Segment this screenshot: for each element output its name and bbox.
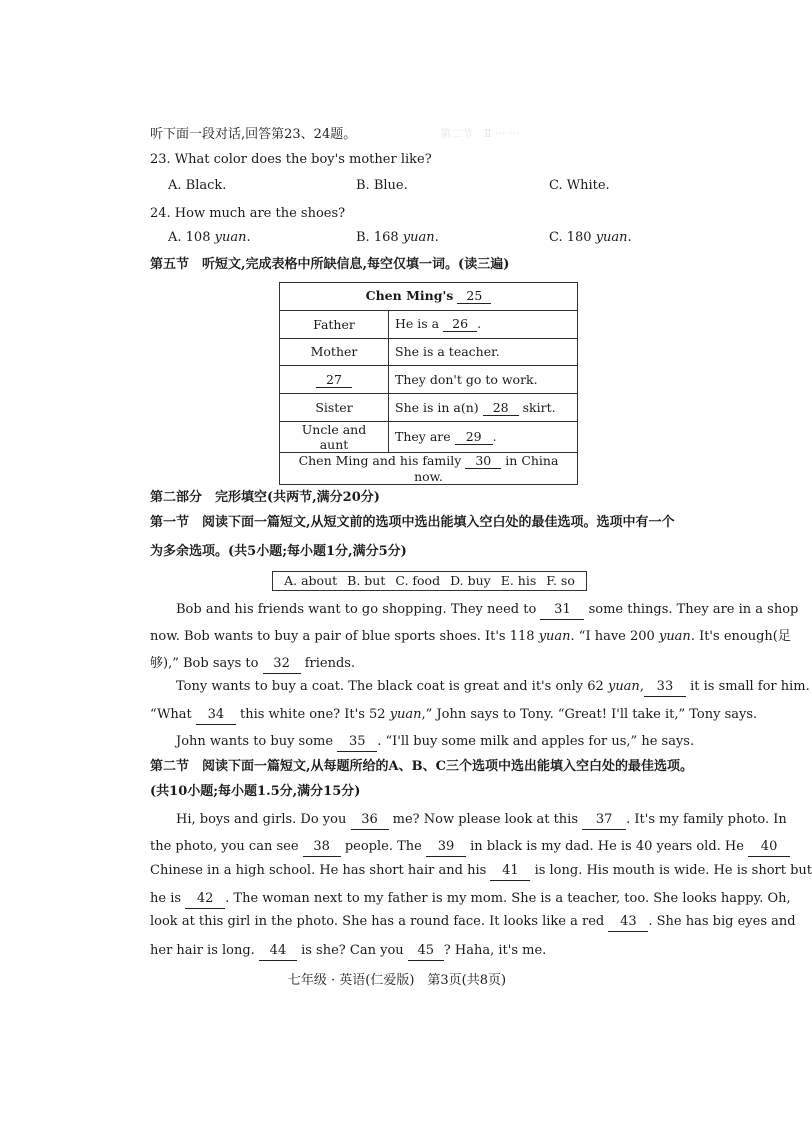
q24-b-unit: yuan bbox=[402, 230, 435, 245]
table-row bbox=[280, 338, 578, 366]
word-option: E. his bbox=[500, 573, 537, 588]
text: people. The bbox=[344, 839, 422, 854]
text: her hair is long. bbox=[150, 943, 255, 958]
q24-c-number: C. 180 bbox=[549, 230, 592, 245]
cell-text: She is in a(n) bbox=[395, 399, 479, 415]
blank-29: 29 bbox=[455, 429, 493, 445]
text: . “I have 200 bbox=[570, 629, 655, 644]
table-last-row bbox=[280, 452, 578, 484]
text: . It's my family photo. In bbox=[626, 812, 787, 827]
cell-text: They are bbox=[395, 428, 451, 444]
text: Hi, boys and girls. Do you bbox=[176, 812, 347, 827]
passage-2-line-2 bbox=[150, 706, 757, 725]
blank-28: 28 bbox=[483, 400, 519, 416]
q23-option-a: A. Black. bbox=[168, 178, 227, 193]
passage-1-line-3 bbox=[150, 655, 355, 674]
word-option: C. food bbox=[395, 573, 441, 588]
word-option: A. about bbox=[284, 573, 338, 588]
text: yuan bbox=[389, 707, 422, 722]
text: , bbox=[639, 679, 644, 694]
text: . She has big eyes and bbox=[648, 914, 796, 929]
table-cell-label bbox=[280, 366, 389, 394]
passage-4-line-1 bbox=[176, 811, 787, 830]
q23-option-c: C. White. bbox=[549, 178, 610, 193]
section-5-heading: 第五节 听短文,完成表格中所缺信息,每空仅填一词。(读三遍) bbox=[150, 257, 510, 272]
text: yuan bbox=[658, 629, 691, 644]
text: is she? Can you bbox=[301, 943, 404, 958]
blank-35: 35 bbox=[337, 733, 377, 752]
blank-26: 26 bbox=[443, 316, 477, 332]
info-table bbox=[279, 282, 578, 485]
text: this white one? It's 52 bbox=[240, 707, 386, 722]
blank-37: 37 bbox=[582, 811, 626, 830]
table-row bbox=[280, 366, 578, 394]
text: some things. They are in a shop bbox=[588, 602, 799, 617]
passage-4-line-3 bbox=[150, 862, 812, 881]
q24-a-dot: . bbox=[246, 230, 251, 245]
blank-25: 25 bbox=[457, 288, 491, 304]
text: yuan bbox=[607, 679, 640, 694]
table-header-label: Chen Ming's bbox=[365, 288, 454, 304]
text: . “I'll buy some milk and apples for us,” he says. bbox=[377, 734, 695, 749]
blank-33: 33 bbox=[644, 678, 686, 697]
word-option: B. but bbox=[347, 573, 386, 588]
text: it is small for him. bbox=[690, 679, 810, 694]
passage-2-line-1 bbox=[176, 678, 810, 697]
blank-45: 45 bbox=[408, 942, 444, 961]
blank-43: 43 bbox=[608, 913, 648, 932]
text: Bob and his friends want to go shopping. They need to bbox=[176, 602, 537, 617]
text: he is bbox=[150, 891, 182, 906]
text: Chinese in a high school. He has short hair and his bbox=[150, 863, 487, 878]
text: the photo, you can see bbox=[150, 839, 299, 854]
table-row bbox=[280, 394, 578, 422]
passage-4-line-5 bbox=[150, 913, 796, 932]
text: Tony wants to buy a coat. The black coat is great and it's only 62 bbox=[176, 679, 604, 694]
text: . The woman next to my father is my mom. She is a teacher, too. She looks happy. Oh, bbox=[225, 891, 791, 906]
q24-option-c bbox=[549, 230, 632, 245]
table-cell-label: Father bbox=[280, 310, 389, 338]
blank-44: 44 bbox=[259, 942, 297, 961]
passage-4-line-4 bbox=[150, 890, 791, 909]
q24-a-number: A. 108 bbox=[168, 230, 211, 245]
word-options-box bbox=[272, 571, 587, 591]
text: ? Haha, it's me. bbox=[443, 943, 547, 958]
text: 够),” Bob says to bbox=[150, 656, 259, 671]
table-header-row bbox=[280, 283, 578, 311]
table-row bbox=[280, 310, 578, 338]
section-2-instruction-line-2: (共10小题;每小题1.5分,满分15分) bbox=[150, 784, 361, 799]
table-cell-value: They don't go to work. bbox=[389, 366, 578, 394]
passage-4-line-2 bbox=[150, 838, 790, 857]
blank-36: 36 bbox=[351, 811, 389, 830]
text: me? Now please look at this bbox=[392, 812, 578, 827]
part-2-heading: 第二部分 完形填空(共两节,满分20分) bbox=[150, 490, 380, 505]
listening-intro: 听下面一段对话,回答第23、24题。 bbox=[150, 127, 357, 142]
table-cell-label: Mother bbox=[280, 338, 389, 366]
passage-1-line-2 bbox=[150, 628, 791, 646]
blank-40: 40 bbox=[748, 838, 790, 857]
word-option: F. so bbox=[546, 573, 575, 588]
q24-option-a bbox=[168, 230, 251, 245]
q24-option-b bbox=[356, 230, 439, 245]
q23-option-b: B. Blue. bbox=[356, 178, 408, 193]
blank-34: 34 bbox=[196, 706, 236, 725]
blank-38: 38 bbox=[303, 838, 341, 857]
blank-31: 31 bbox=[540, 601, 584, 620]
passage-4-line-6 bbox=[150, 942, 546, 961]
text: look at this girl in the photo. She has a round face. It looks like a red bbox=[150, 914, 605, 929]
text: is long. His mouth is wide. He is short but bbox=[534, 863, 812, 878]
cell-text-end: in China now. bbox=[414, 452, 559, 484]
table-row bbox=[280, 421, 578, 452]
question-23: 23. What color does the boy's mother like? bbox=[150, 152, 432, 167]
q24-a-unit: yuan bbox=[214, 230, 247, 245]
cell-text-end: skirt. bbox=[522, 399, 556, 415]
cell-text-end: . bbox=[492, 428, 497, 444]
blank-27: 27 bbox=[316, 372, 352, 388]
section-1-instruction-line-2: 为多余选项。(共5小题;每小题1分,满分5分) bbox=[150, 544, 407, 559]
word-option: D. buy bbox=[450, 573, 491, 588]
text: yuan bbox=[538, 629, 571, 644]
blank-42: 42 bbox=[185, 890, 225, 909]
text: . It's enough(足 bbox=[690, 629, 791, 644]
table-cell-value bbox=[389, 394, 578, 422]
blank-41: 41 bbox=[490, 862, 530, 881]
text: friends. bbox=[304, 656, 356, 671]
q24-c-dot: . bbox=[627, 230, 632, 245]
passage-1-line-1 bbox=[176, 601, 798, 620]
text: ,” John says to Tony. “Great! I'll take it,” Tony says. bbox=[421, 707, 758, 722]
passage-3-line bbox=[176, 733, 694, 752]
text: now. Bob wants to buy a pair of blue sports shoes. It's 118 bbox=[150, 629, 535, 644]
bleed-through-text: 第二节 Ⅱ ··· ··· bbox=[440, 127, 520, 140]
q24-b-dot: . bbox=[434, 230, 439, 245]
table-cell-label: Uncle and aunt bbox=[280, 421, 389, 452]
q24-b-number: B. 168 bbox=[356, 230, 399, 245]
table-cell-value bbox=[389, 421, 578, 452]
page-footer: 七年级 · 英语(仁爱版) 第3页(共8页) bbox=[287, 973, 507, 988]
section-1-instruction-line-1: 第一节 阅读下面一篇短文,从短文前的选项中选出能填入空白处的最佳选项。选项中有一个 bbox=[150, 515, 675, 530]
blank-39: 39 bbox=[426, 838, 466, 857]
table-cell-value: She is a teacher. bbox=[389, 338, 578, 366]
blank-32: 32 bbox=[263, 655, 301, 674]
q24-c-unit: yuan bbox=[595, 230, 628, 245]
section-2-instruction-line-1: 第二节 阅读下面一篇短文,从每题所给的A、B、C三个选项中选出能填入空白处的最佳选项。 bbox=[150, 759, 693, 774]
text: “What bbox=[150, 707, 192, 722]
text: in black is my dad. He is 40 years old. He bbox=[470, 839, 744, 854]
table-cell-value bbox=[389, 310, 578, 338]
cell-text-end: . bbox=[477, 316, 482, 332]
question-24: 24. How much are the shoes? bbox=[150, 206, 346, 221]
table-cell-label: Sister bbox=[280, 394, 389, 422]
cell-text: Chen Ming and his family bbox=[298, 452, 462, 468]
cell-text: He is a bbox=[395, 316, 440, 332]
blank-30: 30 bbox=[465, 453, 501, 469]
text: John wants to buy some bbox=[176, 734, 334, 749]
